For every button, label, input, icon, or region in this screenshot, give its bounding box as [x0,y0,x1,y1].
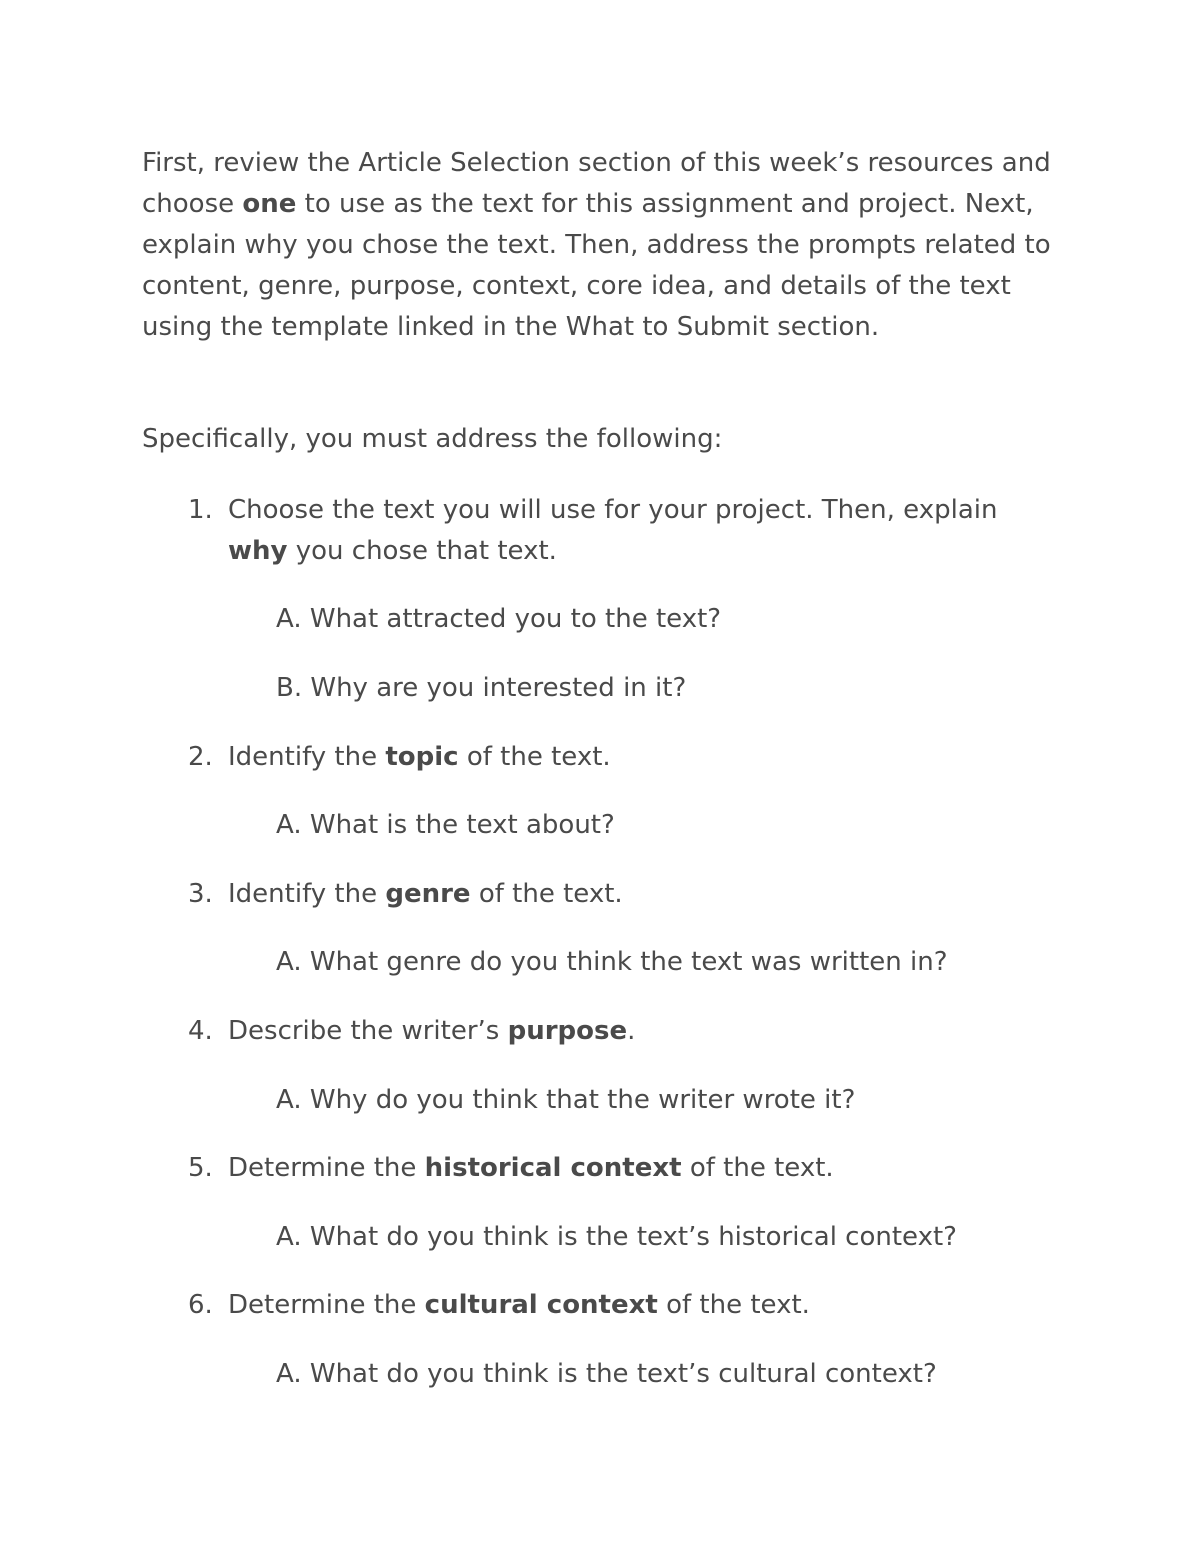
intro-paragraph [142,143,1072,348]
item-number: 4. [188,1016,213,1046]
item-text-after: . [627,1016,636,1046]
sub-item-5a: A. What do you think is the text’s historical context? [276,1222,957,1252]
item-number: 2. [188,742,213,772]
item-text-after: of the text. [458,742,611,772]
item-keyword: cultural context [424,1290,658,1320]
item-text-before: Identify the [228,742,386,772]
item-keyword: topic [385,742,459,772]
item-text-after: of the text. [470,879,623,909]
intro-text-1: First, review the Article Selection section of this week’s resources and choose [142,148,1051,219]
sub-item-1b: B. Why are you interested in it? [276,673,687,703]
item-number: 5. [188,1153,213,1183]
sub-item-3a: A. What genre do you think the text was written in? [276,947,948,977]
intro-bold-one: one [242,189,297,219]
item-text [228,737,1028,778]
item-text-before: Determine the [228,1290,425,1320]
intro-text-2: to use as the text for this assignment and project. Next, explain why you chose the text. Then, address the prompts related to content, genre, purpose, context, core idea, and details of the text using the template linked in the What to Submit section. [142,189,1051,342]
item-number: 1. [188,495,213,525]
item-text [228,1148,1028,1189]
item-text-after: of the text. [657,1290,810,1320]
item-text [228,1011,1028,1052]
item-text-after: of the text. [681,1153,834,1183]
sub-item-6a: A. What do you think is the text’s cultural context? [276,1359,937,1389]
item-text-before: Choose the text you will use for your project. Then, explain [228,495,998,525]
item-keyword: why [228,536,288,566]
item-text-before: Identify the [228,879,386,909]
sub-item-4a: A. Why do you think that the writer wrote it? [276,1085,856,1115]
sub-item-1a: A. What attracted you to the text? [276,604,722,634]
item-text [228,490,1028,572]
item-text-after: you chose that text. [287,536,557,566]
item-text-before: Describe the writer’s [228,1016,508,1046]
item-text [228,874,1028,915]
item-number: 3. [188,879,213,909]
sub-item-2a: A. What is the text about? [276,810,615,840]
lead-paragraph: Specifically, you must address the following: [142,424,723,454]
item-keyword: purpose [507,1016,628,1046]
item-text-before: Determine the [228,1153,425,1183]
item-keyword: genre [385,879,471,909]
item-keyword: historical context [424,1153,682,1183]
item-number: 6. [188,1290,213,1320]
item-text [228,1285,1028,1326]
